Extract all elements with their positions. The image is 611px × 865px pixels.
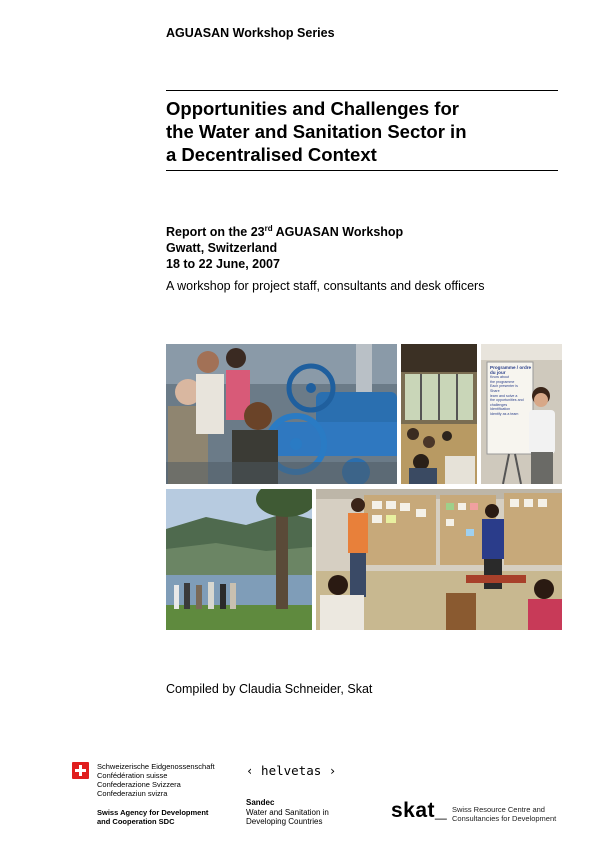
photo-hall — [401, 344, 477, 484]
flipchart-item: the opportunities and — [490, 398, 524, 403]
flipchart-item: challenges — [490, 402, 508, 407]
report-dates: 18 to 22 June, 2007 — [166, 257, 280, 271]
confederation-logo-text — [97, 762, 215, 798]
sandec-line: Developing Countries — [246, 817, 323, 826]
swiss-flag-icon — [72, 762, 89, 779]
title-rule-bottom — [166, 170, 558, 171]
flipchart-item: Identify as a team — [490, 411, 519, 416]
photo-lake-group — [166, 489, 312, 630]
sandec-line: Water and Sanitation in — [246, 807, 329, 817]
photo-workshop-pinboards — [316, 489, 562, 630]
flipchart-item: Identification — [490, 407, 511, 412]
confed-line: Confederazione Svizzera — [97, 780, 181, 789]
helvetas-logo: ‹ helvetas › — [246, 763, 337, 778]
sdc-line: Swiss Agency for Development — [97, 808, 209, 817]
flipchart-heading: Programme / ordre du jour — [490, 365, 532, 375]
sandec-logo — [246, 798, 329, 827]
skat-logo: skat_ — [391, 799, 448, 822]
report-location: Gwatt, Switzerland — [166, 241, 278, 255]
title-line-1: Opportunities and Challenges for — [166, 98, 459, 119]
confed-line: Confederaziun svizra — [97, 789, 168, 798]
skat-description — [452, 805, 556, 823]
report-line: Report on the 23rd AGUASAN Workshop — [166, 223, 404, 239]
sdc-name — [97, 808, 208, 826]
sandec-name: Sandec — [246, 798, 275, 807]
title-line-2: the Water and Sanitation Sector in — [166, 121, 467, 142]
flipchart-item: Know about — [490, 375, 509, 380]
flipchart-item: the programme — [490, 379, 515, 384]
document-title — [166, 97, 566, 166]
flipchart-item: learn and solve a — [490, 393, 518, 398]
series-title: AGUASAN Workshop Series — [166, 26, 335, 40]
report-info — [166, 224, 403, 272]
photo-valves-group — [166, 344, 397, 484]
photo-flipchart-presenter — [481, 344, 562, 484]
sdc-line: and Cooperation SDC — [97, 817, 175, 826]
confed-line: Schweizerische Eidgenossenschaft — [97, 762, 215, 771]
skat-desc-line: Swiss Resource Centre and — [452, 805, 545, 814]
title-rule-top — [166, 90, 558, 91]
skat-desc-line: Consultancies for Development — [452, 814, 557, 823]
flipchart-text — [490, 366, 532, 417]
compiled-by: Compiled by Claudia Schneider, Skat — [166, 682, 373, 696]
report-audience: A workshop for project staff, consultants and desk officers — [166, 279, 485, 293]
flipchart-item: Each presenter is — [490, 384, 518, 389]
title-line-3: a Decentralised Context — [166, 144, 377, 165]
confed-line: Confédération suisse — [97, 771, 168, 780]
flipchart-item: Share — [490, 388, 500, 393]
